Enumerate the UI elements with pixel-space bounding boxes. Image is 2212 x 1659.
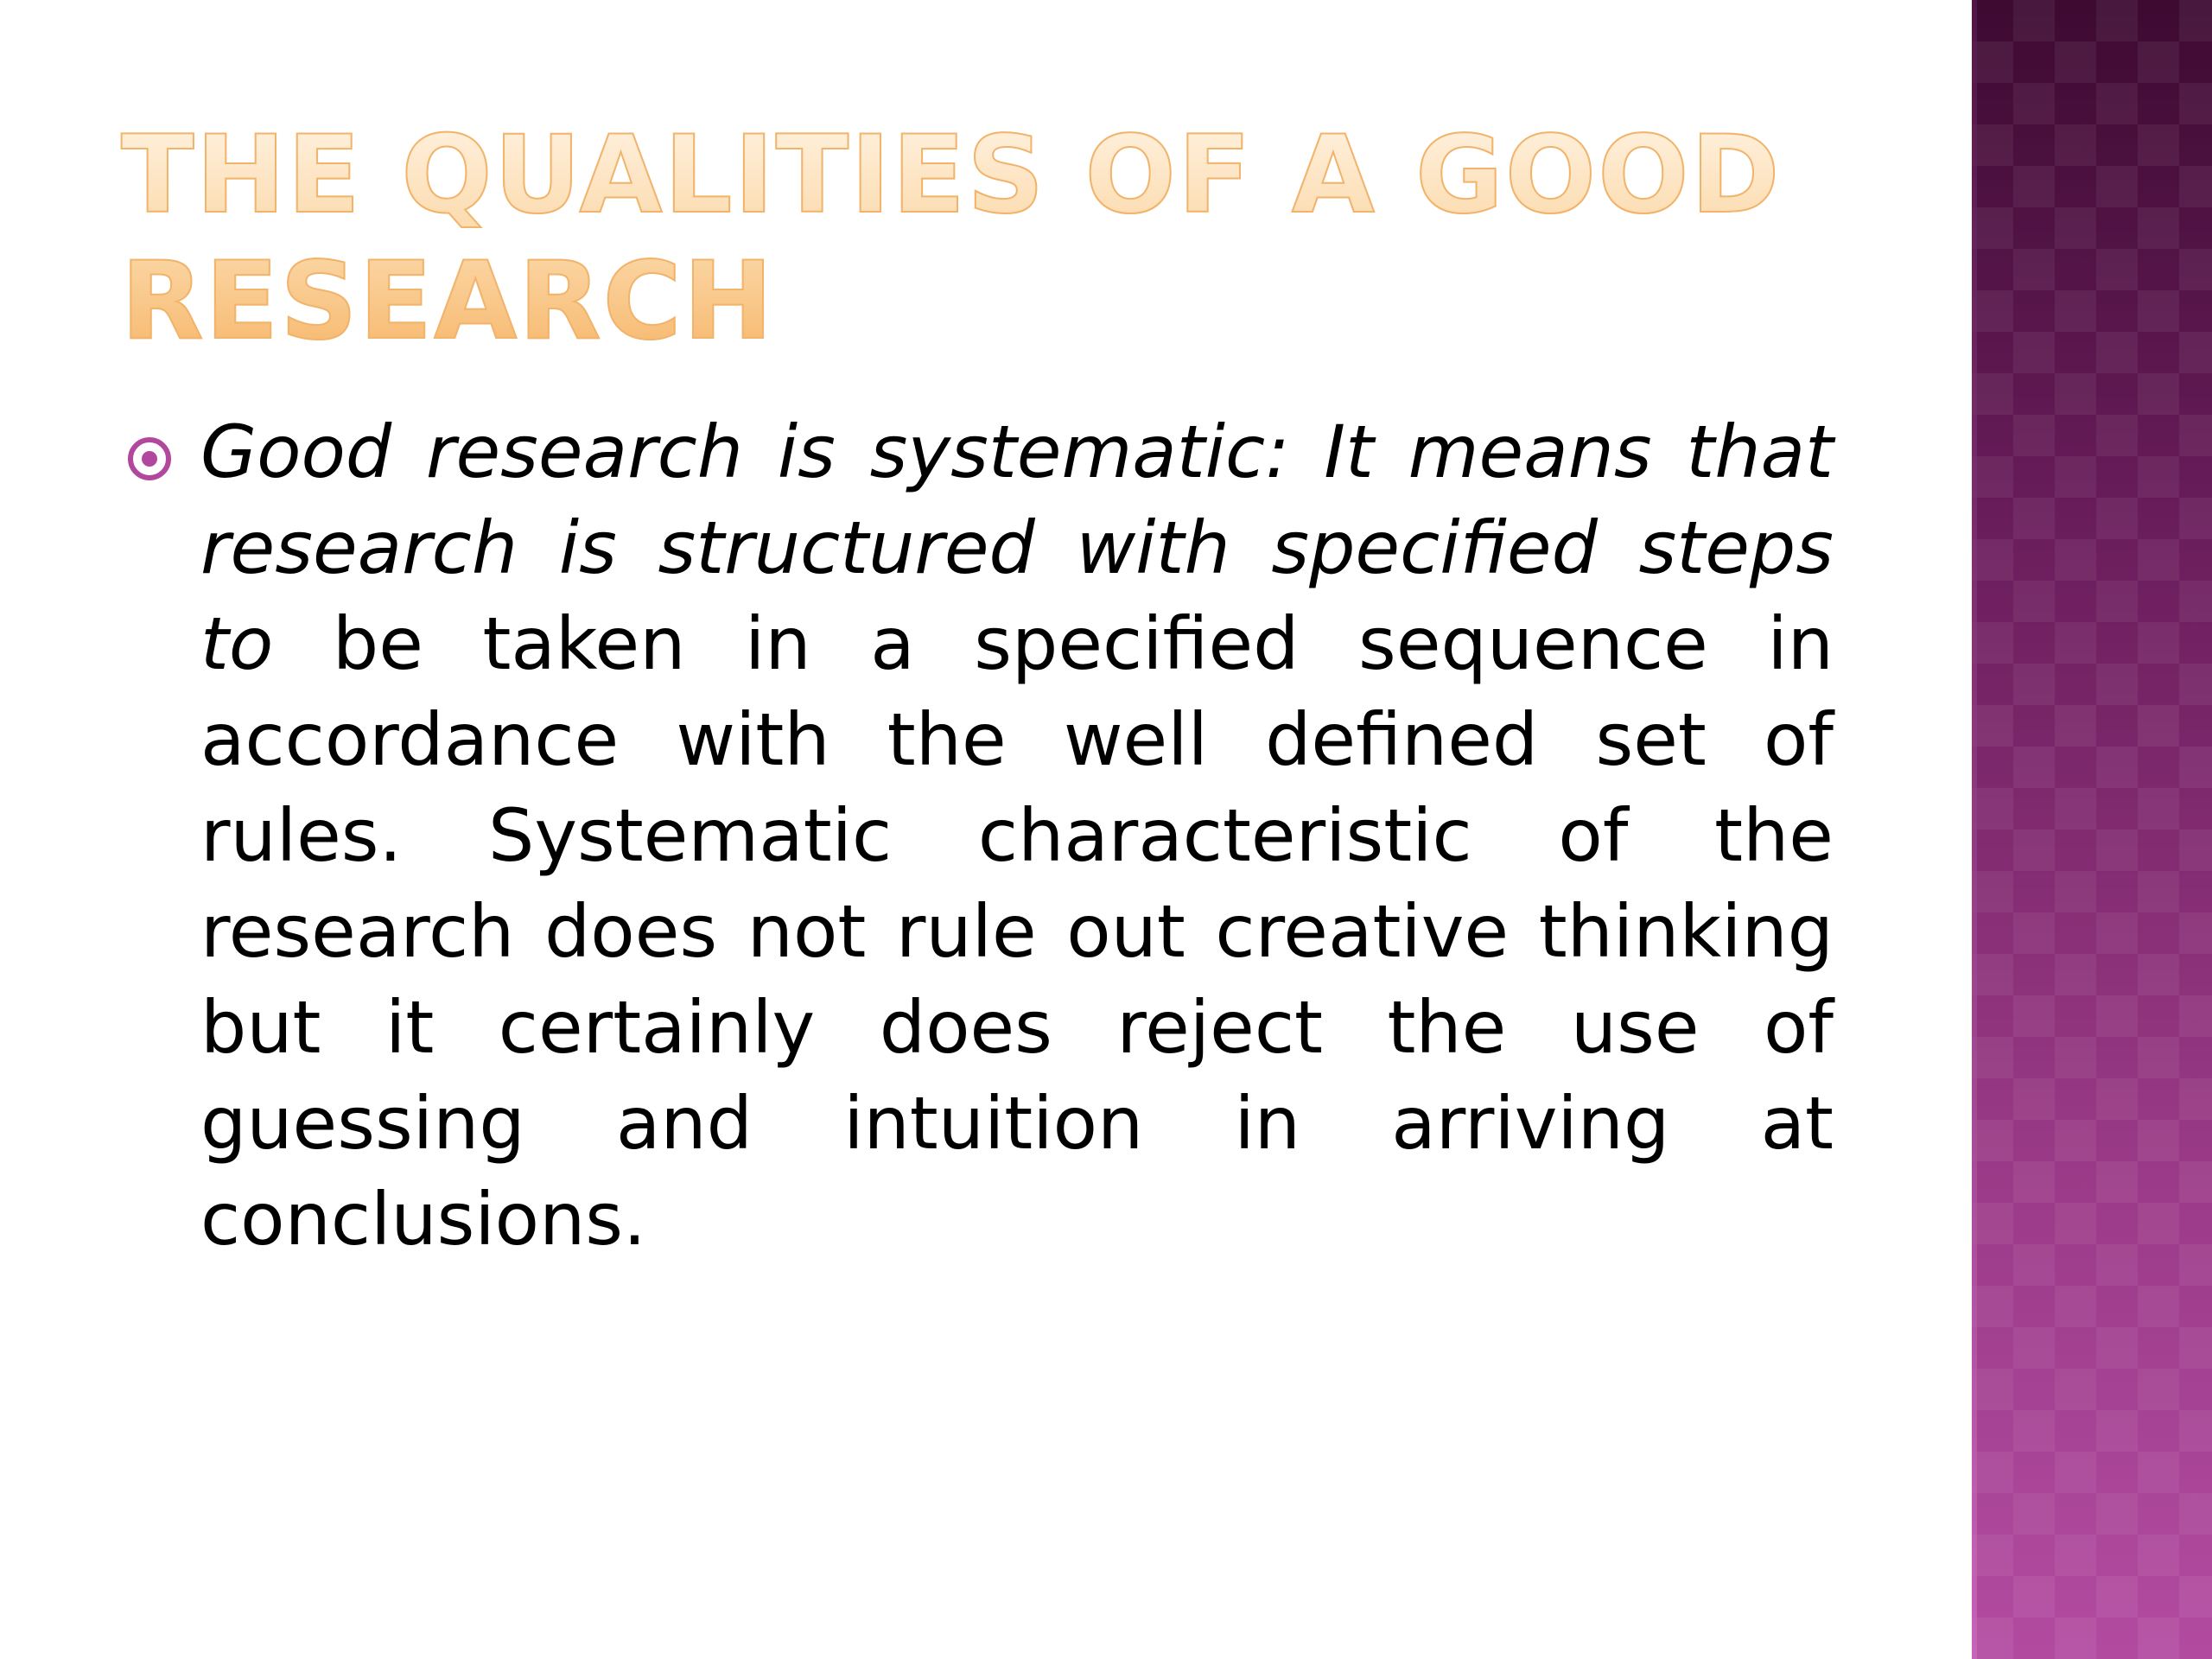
bullet-lead-text: Good research is systematic: It means that research is structured with specified steps to (200, 410, 1834, 686)
circle-dot-icon (128, 437, 171, 480)
slide-title: THE QUALITIES OF A GOOD RESEARCH (121, 112, 1849, 365)
bullet-item (128, 404, 1856, 1268)
side-panel-edge (1972, 0, 1977, 1659)
diamond-pattern (1972, 0, 2212, 1659)
bullet-text (200, 404, 1834, 1268)
decorative-side-panel (1972, 0, 2212, 1659)
slide-content (128, 404, 1856, 1268)
bullet-body-text: be taken in a specified sequence in accordance with the well defined set of rules. Systematic characteristic of the research does not rule out creative thinking but it certainly does reject the use of guessing and intuition in arriving at conclusions. (200, 601, 1834, 1262)
